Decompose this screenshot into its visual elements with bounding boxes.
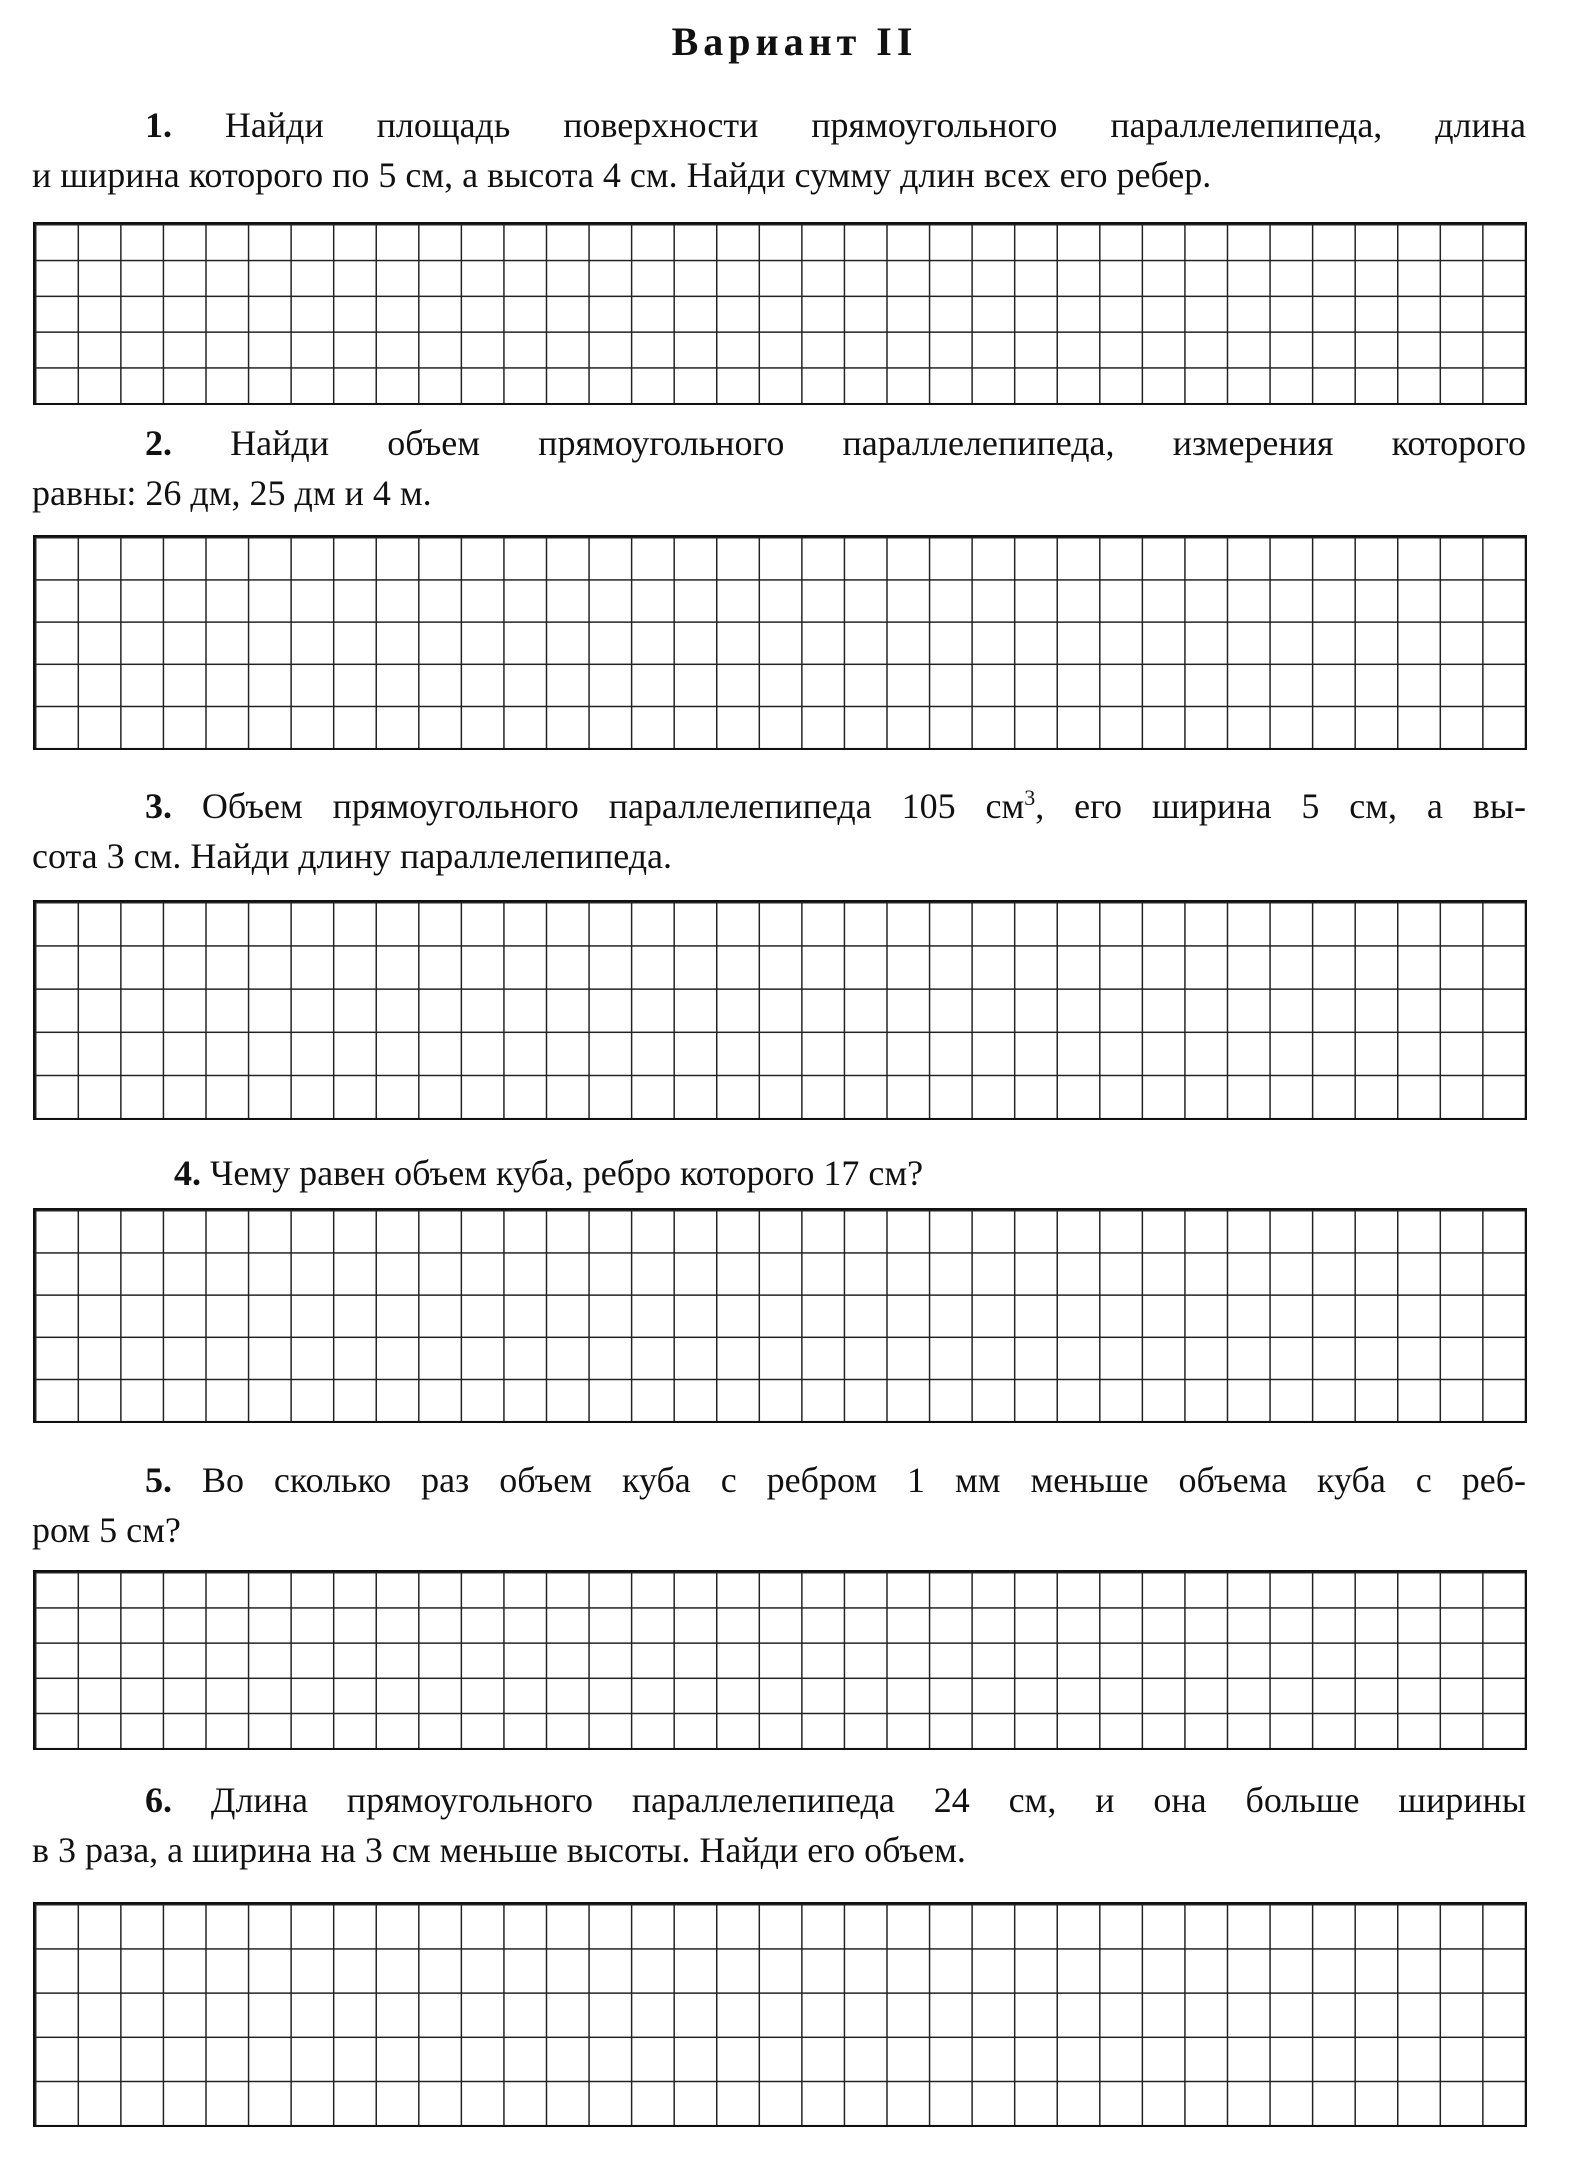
task-text-line: в 3 раза, а ширина на 3 см меньше высоты. Найди его объем. <box>32 1830 966 1870</box>
task-4 <box>32 1148 1526 1198</box>
task-text-line: Во сколько раз объем куба с ребром 1 мм меньше объема куба с реб- <box>201 1460 1526 1500</box>
page-title: Вариант II <box>671 19 918 64</box>
answer-grid[interactable] <box>33 1902 1527 2127</box>
superscript: 3 <box>1024 785 1036 810</box>
task-text-line: и ширина которого по 5 см, а высота 4 см. Найди сумму длин всех его ребер. <box>32 155 1212 195</box>
answer-grid[interactable] <box>33 900 1527 1120</box>
task-text-line: Длина прямоугольного параллелепипеда 24 см, и она больше ширины <box>210 1780 1527 1820</box>
task-number: 3. <box>145 786 172 826</box>
task-6 <box>32 1775 1526 1875</box>
task-text-line: Чему равен объем куба, ребро которого 17 см? <box>210 1153 924 1193</box>
task-3 <box>32 781 1526 881</box>
task-1 <box>32 100 1526 200</box>
task-2 <box>32 418 1526 518</box>
answer-grid[interactable] <box>33 222 1527 405</box>
task-text-line: Объем прямоугольного параллелепипеда 105 см <box>201 786 1025 826</box>
task-text-line: ром 5 см? <box>32 1510 181 1550</box>
task-5 <box>32 1455 1526 1555</box>
task-number: 5. <box>145 1460 172 1500</box>
task-number: 1. <box>145 105 172 145</box>
task-text-line: Найди площадь поверхности прямоугольного параллелепипеда, длина <box>224 105 1526 145</box>
answer-grid[interactable] <box>33 535 1527 750</box>
answer-grid[interactable] <box>33 1208 1527 1423</box>
task-number: 6. <box>145 1780 172 1820</box>
task-number: 4. <box>174 1153 201 1193</box>
task-text-line: равны: 26 дм, 25 дм и 4 м. <box>32 473 432 513</box>
task-text-line: Найди объем прямоугольного параллелепипеда, измерения которого <box>230 423 1526 463</box>
task-number: 2. <box>145 423 172 463</box>
task-text-line: сота 3 см. Найди длину параллелепипеда. <box>32 836 673 876</box>
task-text-line: , его ширина 5 см, а вы- <box>1035 786 1527 826</box>
answer-grid[interactable] <box>33 1570 1527 1750</box>
